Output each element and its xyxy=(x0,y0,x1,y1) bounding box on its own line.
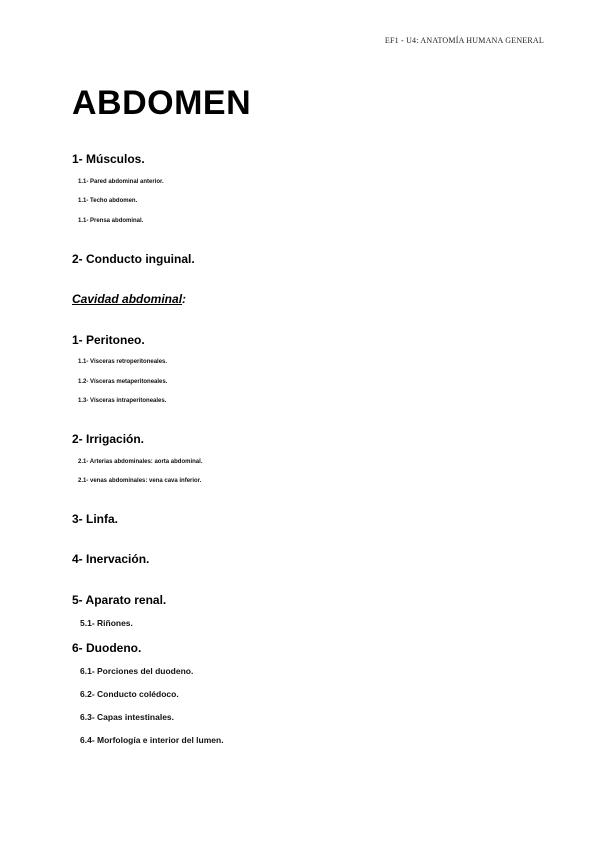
outline-subitem: 6.2- Conducto colédoco. xyxy=(80,689,179,699)
outline-subitem: 6.1- Porciones del duodeno. xyxy=(80,666,194,676)
page-title: ABDOMEN xyxy=(72,84,252,122)
page-header: EF1 - U4: ANATOMÍA HUMANA GENERAL xyxy=(384,36,544,45)
outline-subitem: 1.1- Prensa abdominal. xyxy=(78,218,144,224)
outline-heading: 4- Inervación. xyxy=(72,552,150,566)
outline-heading: 5- Aparato renal. xyxy=(72,593,167,607)
outline-heading: 3- Linfa. xyxy=(72,512,119,526)
outline-subitem: 6.4- Morfología e interior del lumen. xyxy=(80,735,224,745)
outline-subitem: 6.3- Capas intestinales. xyxy=(80,712,175,722)
outline-heading: 1- Músculos. xyxy=(72,152,145,166)
outline-subitem: 1.1- Pared abdominal anterior. xyxy=(78,179,164,185)
outline-subitem: 1.2- Vísceras metaperitoneales. xyxy=(78,379,168,385)
section-label-text: Cavidad abdominal xyxy=(72,292,183,306)
outline-heading: 2- Irrigación. xyxy=(72,432,145,446)
outline-subitem: 1.3- Vísceras intraperitoneales. xyxy=(78,398,167,404)
outline-subitem: 1.1- Vísceras retroperitoneales. xyxy=(78,359,168,365)
outline-heading: 2- Conducto inguinal. xyxy=(72,252,195,266)
outline-heading: 1- Peritoneo. xyxy=(72,333,145,347)
outline-subitem: 1.1- Techo abdomen. xyxy=(78,198,138,204)
section-label xyxy=(72,292,186,306)
outline-subitem: 2.1- Arterias abdominales: aorta abdominal. xyxy=(78,459,203,465)
section-label-suffix: : xyxy=(182,292,187,306)
outline-subitem: 2.1- venas abdominales: vena cava inferior. xyxy=(78,478,202,484)
outline-subitem: 5.1- Riñones. xyxy=(80,618,133,628)
outline-heading: 6- Duodeno. xyxy=(72,641,142,655)
